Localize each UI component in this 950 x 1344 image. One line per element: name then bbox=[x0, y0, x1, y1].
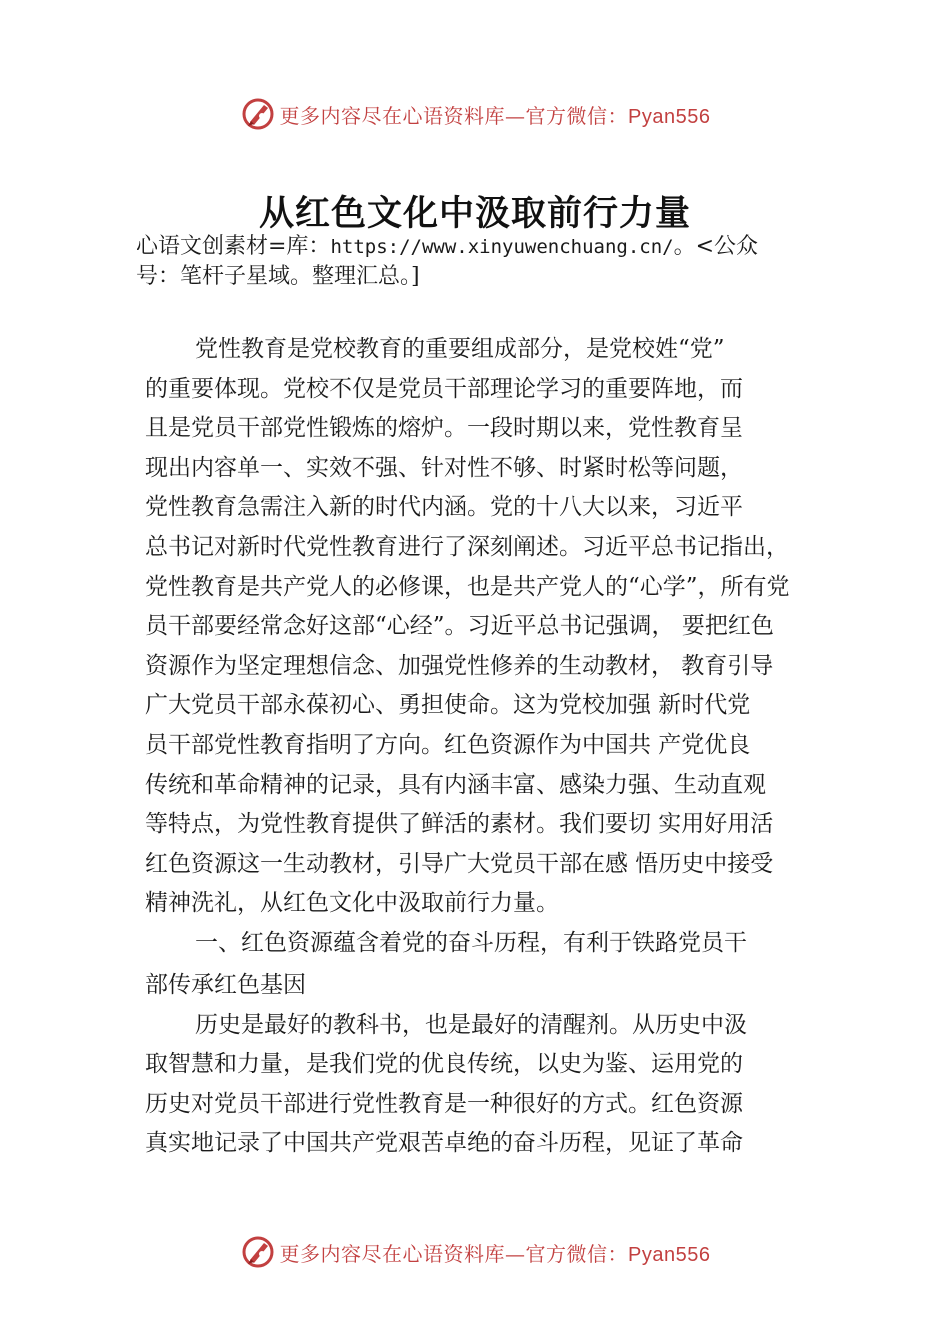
pen-logo-icon bbox=[240, 96, 276, 132]
body-line: 党性教育急需注入新的时代内涵。党的十八大以来，习近平 bbox=[145, 494, 743, 521]
body-line: 历史对党员干部进行党性教育是一种很好的方式。红色资源 bbox=[145, 1090, 743, 1117]
watermark-banner-bottom bbox=[0, 1232, 950, 1272]
body-line: 员干部要经常念好这部“心经”。习近平总书记强调， 要把红色 bbox=[145, 613, 774, 640]
source-line-2: 号：笔杆子星域。整理汇总。] bbox=[136, 264, 420, 289]
banner-text bbox=[280, 100, 711, 129]
banner-wechat-id: Pyan556 bbox=[628, 105, 711, 128]
watermark-banner-top bbox=[0, 94, 950, 134]
banner-separator: — bbox=[505, 1241, 526, 1266]
banner-wechat-id: Pyan556 bbox=[628, 1243, 711, 1266]
body-line: 的重要体现。党校不仅是党员干部理论学习的重要阵地，而 bbox=[145, 375, 743, 402]
source-note bbox=[136, 232, 836, 292]
banner-text-main: 更多内容尽在心语资料库 bbox=[279, 103, 506, 128]
body-line: 取智慧和力量，是我们党的优良传统，以史为鉴、运用党的 bbox=[145, 1051, 743, 1078]
body-line: 总书记对新时代党性教育进行了深刻阐述。习近平总书记指出， bbox=[145, 533, 789, 560]
banner-separator: — bbox=[505, 103, 526, 128]
body-line: 党性教育是共产党人的必修课，也是共产党人的“心学”，所有党 bbox=[145, 573, 790, 600]
body-line: 精神洗礼，从红色文化中汲取前行力量。 bbox=[145, 890, 559, 917]
body-line: 红色资源这一生动教材，引导广大党员干部在感 悟历史中接受 bbox=[145, 850, 774, 877]
banner-text-tail: 官方微信： bbox=[525, 1241, 629, 1266]
body-line: 历史是最好的教科书，也是最好的清醒剂。从历史中汲 bbox=[195, 1011, 747, 1038]
body-line: 等特点，为党性教育提供了鲜活的素材。我们要切 实用好用活 bbox=[145, 811, 774, 838]
pen-logo-icon bbox=[240, 1234, 276, 1270]
document-title: 从红色文化中汲取前行力量 bbox=[258, 193, 691, 234]
body-line: 现出内容单一、实效不强、针对性不够、时紧时松等问题， bbox=[145, 454, 743, 481]
source-label: 心语文创素材=库： bbox=[136, 234, 331, 259]
banner-text-main: 更多内容尽在心语资料库 bbox=[279, 1241, 506, 1266]
body-line: 党性教育是党校教育的重要组成部分，是党校姓“党” bbox=[195, 336, 725, 362]
body-line: 且是党员干部党性锻炼的熔炉。一段时期以来，党性教育呈 bbox=[145, 415, 743, 442]
section-heading-line: 部传承红色基因 bbox=[145, 971, 306, 998]
body-line: 资源作为坚定理想信念、加强党性修养的生动教材， 教育引导 bbox=[145, 652, 774, 679]
body-line: 广大党员干部永葆初心、勇担使命。这为党校加强 新时代党 bbox=[145, 692, 751, 719]
body-line: 真实地记录了中国共产党艰苦卓绝的奋斗历程，见证了革命 bbox=[145, 1130, 743, 1157]
banner-text-tail: 官方微信： bbox=[525, 103, 629, 128]
banner-text bbox=[280, 1238, 711, 1267]
document-body bbox=[145, 330, 850, 1164]
source-url: https://www.xinyuwenchuang.cn/ bbox=[330, 236, 674, 258]
source-tail: 。<公众 bbox=[673, 234, 759, 259]
source-line-1 bbox=[136, 232, 836, 262]
body-line: 员干部党性教育指明了方向。红色资源作为中国共 产党优良 bbox=[145, 731, 751, 758]
body-line: 传统和革命精神的记录，具有内涵丰富、感染力强、生动直观 bbox=[145, 771, 766, 798]
section-heading-line: 一、红色资源蕴含着党的奋斗历程，有利于铁路党员干 bbox=[195, 929, 747, 956]
